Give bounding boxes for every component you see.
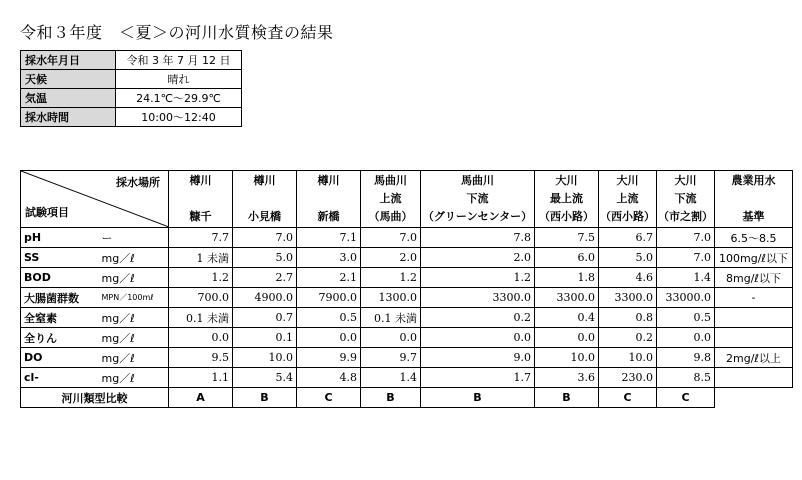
measurement-value: 3.0	[297, 248, 361, 268]
measurement-value: 0.0	[421, 328, 535, 348]
measurement-value: 0.4	[535, 308, 599, 328]
info-value: 令和 3 年 7 月 12 日	[116, 51, 242, 70]
measurement-value: 7.0	[233, 228, 297, 248]
measurement-value: 9.5	[169, 348, 233, 368]
river-class-label: 河川類型比較	[21, 388, 169, 408]
info-value: 10:00～12:40	[116, 108, 242, 127]
table-row	[21, 308, 793, 328]
site-header-1: 樽川 糠千	[169, 171, 233, 228]
river-class-grade: B	[421, 388, 535, 408]
measurement-value: 3300.0	[535, 288, 599, 308]
measurement-value: 2.1	[297, 268, 361, 288]
measurement-value: 0.0	[297, 328, 361, 348]
info-row	[21, 70, 242, 89]
measurement-value: 2.7	[233, 268, 297, 288]
measurement-value: 9.0	[421, 348, 535, 368]
table-row	[21, 368, 793, 388]
header-row	[21, 171, 793, 228]
site-header-2: 樽川 小見橋	[233, 171, 297, 228]
measurement-value: 1.4	[657, 268, 715, 288]
measurement-value: 0.1	[233, 328, 297, 348]
measurement-value: 0.1 未満	[169, 308, 233, 328]
test-item-unit: mg／ℓ	[99, 368, 169, 388]
measurement-value: 33000.0	[657, 288, 715, 308]
standard-value	[715, 368, 793, 388]
measurement-value: 0.2	[421, 308, 535, 328]
measurement-value: 7.0	[361, 228, 421, 248]
test-item-unit: mg／ℓ	[99, 328, 169, 348]
measurement-value: 6.7	[599, 228, 657, 248]
info-value: 晴れ	[116, 70, 242, 89]
measurement-value: 6.0	[535, 248, 599, 268]
river-class-grade: B	[233, 388, 297, 408]
info-label: 採水年月日	[21, 51, 116, 70]
river-class-grade: C	[599, 388, 657, 408]
measurement-value: 9.7	[361, 348, 421, 368]
info-label: 天候	[21, 70, 116, 89]
table-row	[21, 268, 793, 288]
info-label: 気温	[21, 89, 116, 108]
measurement-value: 1.7	[421, 368, 535, 388]
test-item-name: DO	[21, 348, 99, 368]
site-header-3: 樽川 新橋	[297, 171, 361, 228]
table-row	[21, 328, 793, 348]
measurement-value: 9.9	[297, 348, 361, 368]
measurement-value: 1300.0	[361, 288, 421, 308]
table-row	[21, 228, 793, 248]
test-item-name: 全りん	[21, 328, 99, 348]
corner-header-cell	[21, 171, 169, 228]
measurement-value: 0.2	[599, 328, 657, 348]
measurement-value: 1.2	[361, 268, 421, 288]
measurement-value: 8.5	[657, 368, 715, 388]
corner-label-test-item: 試験項目	[25, 206, 69, 219]
measurement-value: 9.8	[657, 348, 715, 368]
test-item-name: SS	[21, 248, 99, 268]
measurement-value: 7.7	[169, 228, 233, 248]
test-item-unit: mg／ℓ	[99, 268, 169, 288]
measurement-value: 4900.0	[233, 288, 297, 308]
test-item-unit: MPN／100mℓ	[99, 288, 169, 308]
river-class-grade: B	[361, 388, 421, 408]
measurement-value: 7.0	[657, 248, 715, 268]
measurement-value: 1.1	[169, 368, 233, 388]
measurement-value: 5.0	[233, 248, 297, 268]
standard-value: 100mg/ℓ以下	[715, 248, 793, 268]
measurement-value: 7.8	[421, 228, 535, 248]
table-row	[21, 288, 793, 308]
info-label: 採水時間	[21, 108, 116, 127]
measurement-value: 5.4	[233, 368, 297, 388]
standard-value	[715, 308, 793, 328]
test-item-unit: mg／ℓ	[99, 248, 169, 268]
measurement-value: 700.0	[169, 288, 233, 308]
measurement-value: 3300.0	[599, 288, 657, 308]
measurement-value: 4.8	[297, 368, 361, 388]
measurement-value: 3.6	[535, 368, 599, 388]
site-header-8: 大川 下流 （市之割）	[657, 171, 715, 228]
standard-header: 農業用水 基準	[715, 171, 793, 228]
standard-value: 8mg/ℓ以下	[715, 268, 793, 288]
measurement-value: 3300.0	[421, 288, 535, 308]
measurement-value: 0.5	[297, 308, 361, 328]
measurement-value: 1.2	[169, 268, 233, 288]
standard-value	[715, 328, 793, 348]
measurement-value: 1.4	[361, 368, 421, 388]
measurement-value: 2.0	[361, 248, 421, 268]
test-item-name: 全窒素	[21, 308, 99, 328]
info-row	[21, 108, 242, 127]
site-header-4: 馬曲川 上流 （馬曲）	[361, 171, 421, 228]
measurement-value: 0.1 未満	[361, 308, 421, 328]
info-value: 24.1℃～29.9℃	[116, 89, 242, 108]
sampling-info-table	[20, 50, 242, 127]
table-row	[21, 248, 793, 268]
site-header-6: 大川 最上流 （西小路）	[535, 171, 599, 228]
measurement-value: 0.0	[657, 328, 715, 348]
info-row	[21, 89, 242, 108]
test-item-name: 大腸菌群数	[21, 288, 99, 308]
measurement-value: 7.0	[657, 228, 715, 248]
test-item-unit: mg／ℓ	[99, 308, 169, 328]
standard-value: 2mg/ℓ以上	[715, 348, 793, 368]
river-class-grade: B	[535, 388, 599, 408]
river-class-grade: C	[657, 388, 715, 408]
measurement-value: 10.0	[233, 348, 297, 368]
measurement-value: 10.0	[535, 348, 599, 368]
river-class-row	[21, 388, 793, 408]
info-row	[21, 51, 242, 70]
measurement-value: 10.0	[599, 348, 657, 368]
measurement-value: 1.2	[421, 268, 535, 288]
standard-value: -	[715, 288, 793, 308]
standard-value: 6.5～8.5	[715, 228, 793, 248]
measurement-value: 7900.0	[297, 288, 361, 308]
measurement-value: 7.1	[297, 228, 361, 248]
test-item-name: cl-	[21, 368, 99, 388]
measurement-value: 230.0	[599, 368, 657, 388]
measurement-value: 5.0	[599, 248, 657, 268]
site-header-5: 馬曲川 下流 （グリーンセンター）	[421, 171, 535, 228]
site-header-7: 大川 上流 （西小路）	[599, 171, 657, 228]
measurement-value: 0.5	[657, 308, 715, 328]
measurement-value: 7.5	[535, 228, 599, 248]
measurement-value: 2.0	[421, 248, 535, 268]
measurement-value: 0.0	[361, 328, 421, 348]
measurement-value: 1.8	[535, 268, 599, 288]
water-quality-table	[20, 170, 793, 408]
river-class-grade: A	[169, 388, 233, 408]
measurement-value: 0.8	[599, 308, 657, 328]
measurement-value: 0.0	[169, 328, 233, 348]
empty-cell	[715, 388, 793, 408]
test-item-unit: mg／ℓ	[99, 348, 169, 368]
test-item-unit: ー	[99, 228, 169, 248]
test-item-name: BOD	[21, 268, 99, 288]
corner-label-sampling-site: 採水場所	[116, 176, 160, 189]
page-title: 令和３年度 ＜夏＞の河川水質検査の結果	[20, 23, 334, 42]
river-class-grade: C	[297, 388, 361, 408]
table-row	[21, 348, 793, 368]
test-item-name: pH	[21, 228, 99, 248]
measurement-value: 0.7	[233, 308, 297, 328]
measurement-value: 0.0	[535, 328, 599, 348]
measurement-value: 4.6	[599, 268, 657, 288]
measurement-value: 1 未満	[169, 248, 233, 268]
